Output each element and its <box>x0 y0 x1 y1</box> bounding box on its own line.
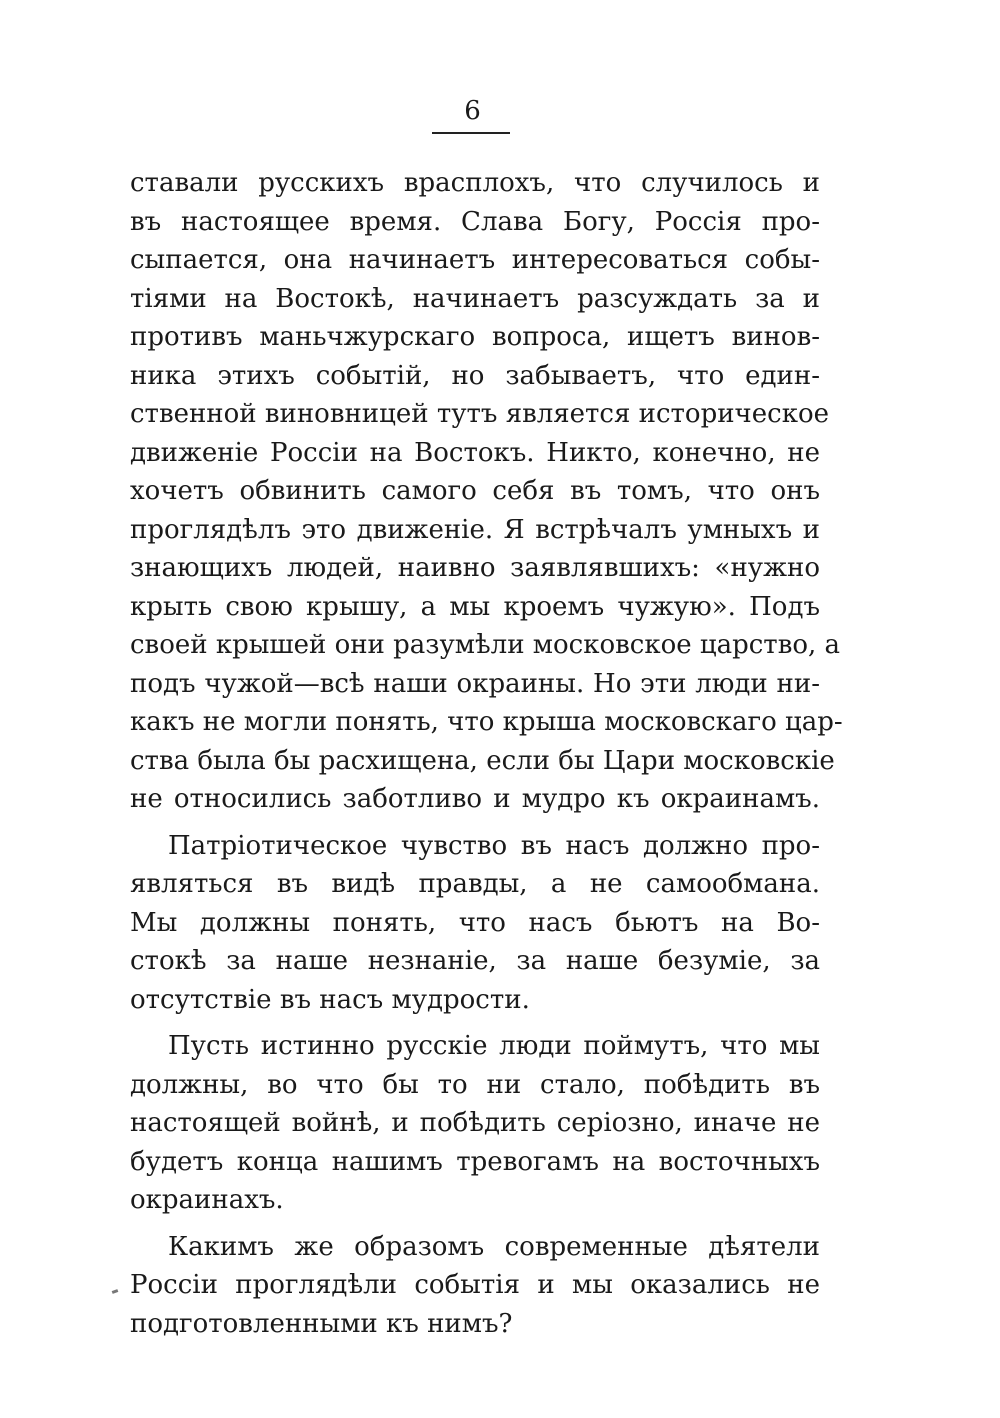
text-line: ственной виновницей тутъ является историческое <box>130 399 829 429</box>
text-line: ства была бы расхищена, если бы Цари московскіе <box>130 745 835 776</box>
body-text <box>130 164 843 1343</box>
text-line: движеніе Россіи на Востокъ. Никто, конечно, не <box>130 437 820 468</box>
text-line: знающихъ людей, наивно заявлявшихъ: «нужно <box>130 553 820 583</box>
text-line: Мы должны понять, что насъ бьютъ на Во- <box>130 907 820 938</box>
text-line: Россіи проглядѣли событія и мы оказались не <box>130 1270 820 1300</box>
text-line: хочетъ обвинить самого себя въ томъ, что онъ <box>130 476 820 506</box>
text-line: Какимъ же образомъ современные дѣятели <box>168 1231 820 1262</box>
scan-speck <box>112 1289 119 1294</box>
text-line: Патріотическое чувство въ насъ должно про- <box>168 830 820 861</box>
text-line: отсутствіе въ насъ мудрости. <box>130 984 530 1015</box>
text-line: настоящей войнѣ, и побѣдить серіозно, иначе не <box>130 1108 820 1138</box>
text-line: ставали русскихъ врасплохъ, что случилось и <box>130 168 820 198</box>
text-line: окраинахъ. <box>130 1185 284 1215</box>
text-line: стокѣ за наше незнаніе, за наше безуміе, за <box>130 946 820 976</box>
text-line: должны, во что бы то ни стало, побѣдить въ <box>130 1069 820 1100</box>
text-line: будетъ конца нашимъ тревогамъ на восточныхъ <box>130 1146 820 1177</box>
text-line: своей крышей они разумѣли московское царство, а <box>130 630 841 660</box>
text-line: тіями на Востокѣ, начинаетъ разсуждать за и <box>130 283 820 314</box>
text-line: какъ не могли понять, что крыша московскаго цар- <box>130 707 843 737</box>
text-line: не относились заботливо и мудро къ окраинамъ. <box>130 784 820 814</box>
text-line: Пусть истинно русскіе люди поймутъ, что мы <box>168 1031 820 1061</box>
text-line: сыпается, она начинаетъ интересоваться собы- <box>130 245 820 275</box>
text-line: противъ маньчжурскаго вопроса, ищетъ винов- <box>130 322 820 352</box>
paragraph-gap <box>130 1019 820 1027</box>
page-number-rule <box>432 132 510 134</box>
text-line: подъ чужой—всѣ наши окраины. Но эти люди ни- <box>130 668 820 699</box>
text-line: являться въ видѣ правды, а не самообмана. <box>130 869 820 899</box>
paragraph-4 <box>130 1228 820 1344</box>
paragraph-3 <box>130 1027 820 1220</box>
text-line: проглядѣлъ это движеніе. Я встрѣчалъ умныхъ и <box>130 514 820 545</box>
page-number: 6 <box>464 96 481 126</box>
text-line: крыть свою крышу, а мы кроемъ чужую». Подъ <box>130 591 820 622</box>
paragraph-gap <box>130 1220 820 1228</box>
text-line: въ настоящее время. Слава Богу, Россія про- <box>130 206 820 237</box>
paragraph-1 <box>130 164 843 819</box>
paragraph-gap <box>130 819 820 827</box>
text-line: ника этихъ событій, но забываетъ, что един- <box>130 360 820 391</box>
paragraph-2 <box>130 827 820 1020</box>
text-line: подготовленными къ нимъ? <box>130 1308 513 1339</box>
